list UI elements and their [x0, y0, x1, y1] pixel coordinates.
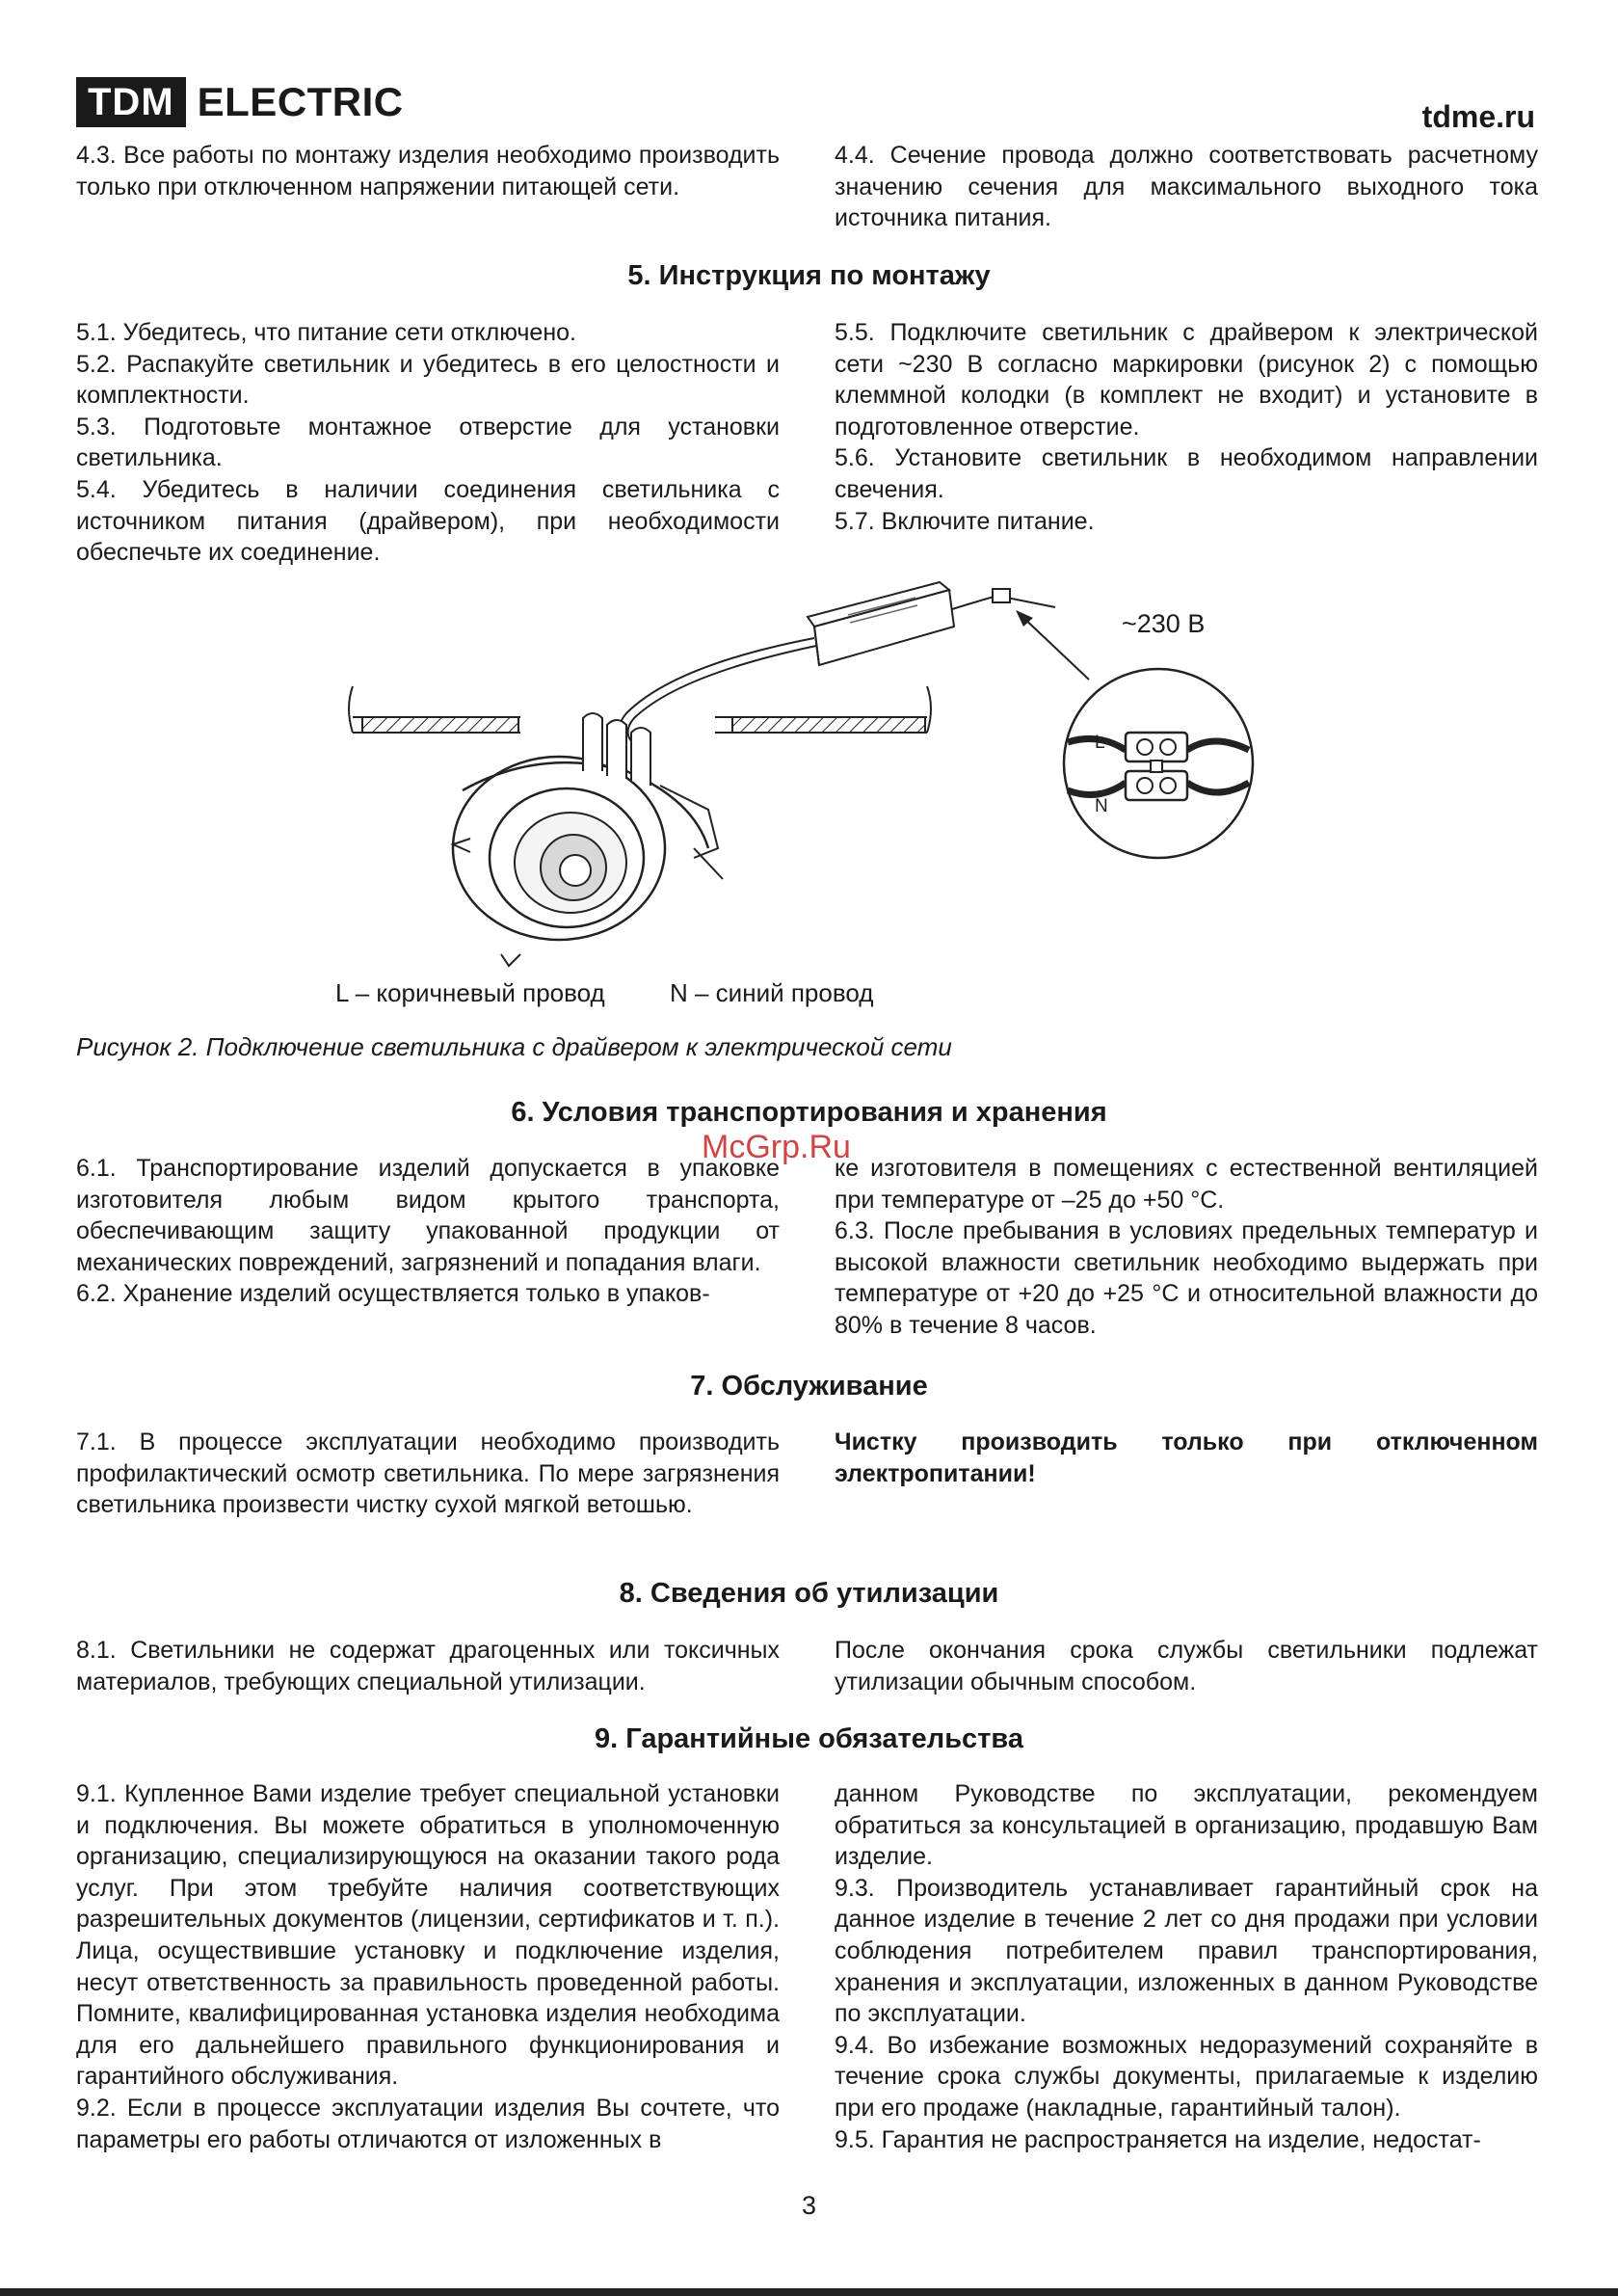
- warning-text: Чистку производить только при отключенном электропитании!: [835, 1428, 1538, 1487]
- ceiling-right: [715, 686, 931, 733]
- section-7-left: [76, 1427, 780, 1521]
- voltage-label: ~230 В: [1122, 609, 1206, 638]
- watermark: McGrp.Ru: [702, 1129, 851, 1165]
- section-9-left: [76, 1778, 780, 2155]
- list-item: 8.1. Светильники не содержат драгоценных или токсичных материалов, требующих специальной утилизации.: [76, 1637, 780, 1695]
- list-item: ке изготовителя в помещениях с естественной вентиляцией при температуре от –25 до +50 °С.: [835, 1155, 1538, 1214]
- list-item: 5.2. Распакуйте светильник и убедитесь в его целостности и комплектности.: [76, 350, 780, 410]
- page-number: 3: [801, 2191, 817, 2220]
- list-item: 5.5. Подключите светильник с драйвером к электрической сети ~230 В согласно маркировки (рисунок 2) с помощью клеммной колодки (в комплект не входит) и установите в подготовленное отверстие.: [835, 319, 1538, 441]
- logo-box: TDM: [76, 77, 186, 127]
- paragraph-text: 4.4. Сечение провода должно соответствовать расчетному значению сечения для максимального выходного тока источника питания.: [835, 142, 1538, 232]
- section-7-title: 7. Обслуживание: [690, 1371, 928, 1402]
- n-wire-mark: N: [1095, 796, 1108, 816]
- section-8-right: [835, 1635, 1538, 1697]
- l-wire-mark: L: [1095, 733, 1105, 753]
- ceiling-left: [349, 686, 520, 733]
- list-item: данном Руководстве по эксплуатации, рекомендуем обратиться за консультацией в организацию, продавшую Вам изделие.: [835, 1780, 1538, 1871]
- list-item: 5.1. Убедитесь, что питание сети отключено.: [76, 319, 576, 346]
- section-9-right: [835, 1778, 1538, 2155]
- section-6-title: 6. Условия транспортирования и хранения: [511, 1097, 1107, 1128]
- logo-text: ELECTRIC: [197, 79, 404, 124]
- section-5-title: 5. Инструкция по монтажу: [627, 260, 991, 291]
- section-6-right: [835, 1153, 1538, 1342]
- list-item: 5.7. Включите питание.: [835, 507, 1095, 535]
- footer-bar: [0, 2288, 1618, 2296]
- terminal-zoom: [1064, 669, 1253, 858]
- list-item: 6.3. После пребывания в условиях предельных температур и высокой влажности светильник необходимо выдержать при температуре от +20 до +25 °С и относительной влажности до 80% в течение 8 часов.: [835, 1217, 1538, 1339]
- list-item: 9.3. Производитель устанавливает гарантийный срок на данное изделие в течение 2 лет со дня продажи при условии соблюдения потребителем правил транспортирования, хранения и эксплуатации, изложенных в данном Руководстве по эксплуатации.: [835, 1874, 1538, 2028]
- list-item: 6.2. Хранение изделий осуществляется только в упаков-: [76, 1280, 710, 1308]
- section-9-title: 9. Гарантийные обязательства: [595, 1723, 1023, 1754]
- paragraph-text: После окончания срока службы светильники подлежат утилизации обычным способом.: [835, 1637, 1538, 1695]
- list-item: 9.2. Если в процессе эксплуатации изделия Вы сочтете, что параметры его работы отличаются от изложенных в: [76, 2094, 780, 2153]
- section-8-title: 8. Сведения об утилизации: [619, 1578, 999, 1609]
- list-item: 5.6. Установите светильник в необходимом направлении свечения.: [835, 444, 1538, 503]
- paragraph-text: 4.3. Все работы по монтажу изделия необходимо производить только при отключенном напряжении питающей сети.: [76, 142, 780, 200]
- list-item: 6.1. Транспортирование изделий допускается в упаковке изготовителя любым видом крытого транспорта, обеспечивающим защиту упакованной продукции от механических повреждений, загрязнений и попадания влаги.: [76, 1155, 780, 1276]
- list-item: 7.1. В процессе эксплуатации необходимо производить профилактический осмотр светильника. По мере загрязнения светильника произвести чистку сухой мягкой ветошью.: [76, 1428, 780, 1519]
- luminaire: [453, 713, 723, 966]
- legend-l-wire: L – коричневый провод: [335, 978, 605, 1007]
- driver-box: [808, 582, 954, 665]
- connection-diagram: [0, 0, 1618, 1022]
- section-8-left: [76, 1635, 780, 1697]
- section-7-warning: [835, 1427, 1538, 1489]
- site-url[interactable]: tdme.ru: [1421, 99, 1535, 134]
- list-item: 9.1. Купленное Вами изделие требует специальной установки и подключения. Вы можете обратиться в уполномоченную организацию, специализирующуюся на оказании такого рода услуг. При этом требуйте наличия соответствующих разрешительных документов (лицензии, сертификатов и т. п.). Лица, осуществившие установку и подключение изделия, несут ответственность за правильность проведенной работы. Помните, квалифицированная установка изделия необходима для его дальнейшего правильного функционирования и гарантийного обслуживания.: [76, 1780, 780, 2091]
- mini-terminal: [993, 589, 1010, 602]
- figure-caption: Рисунок 2. Подключение светильника с драйвером к электрической сети: [76, 1032, 952, 1061]
- list-item: 9.4. Во избежание возможных недоразумений сохраняйте в течение срока службы документы, прилагаемые к изделию при его продаже (накладные, гарантийный талон).: [835, 2031, 1538, 2122]
- list-item: 5.3. Подготовьте монтажное отверстие для установки светильника.: [76, 413, 780, 472]
- legend-n-wire: N – синий провод: [670, 978, 874, 1007]
- list-item: 5.4. Убедитесь в наличии соединения светильника с источником питания (драйвером), при необходимости обеспечьте их соединение.: [76, 475, 780, 567]
- section-6-left: [76, 1153, 780, 1310]
- list-item: 9.5. Гарантия не распространяется на изделие, недостат-: [835, 2125, 1481, 2153]
